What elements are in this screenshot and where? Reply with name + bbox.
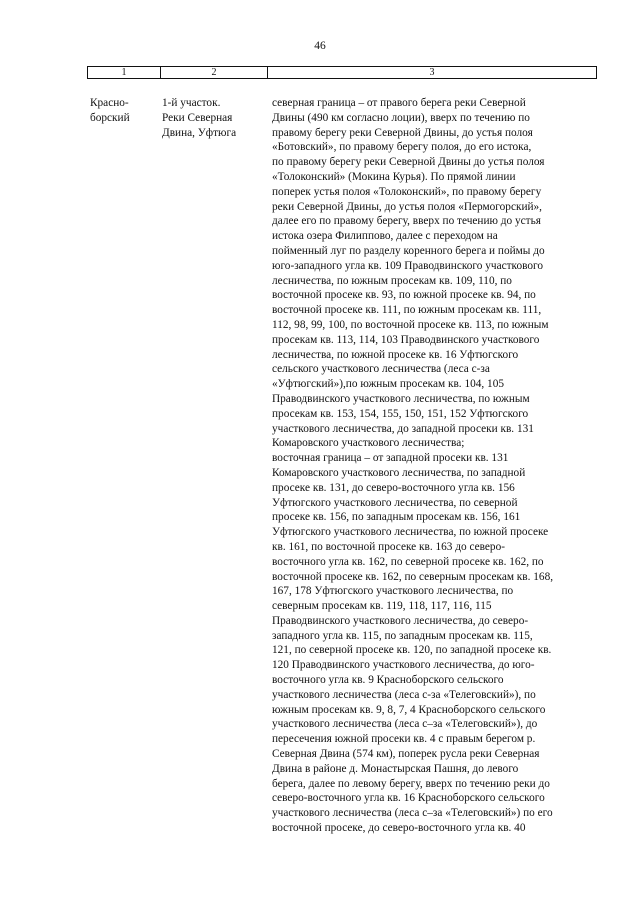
description-line: просеке кв. 156, по западным просекам кв. 156, 161 <box>272 511 521 524</box>
description-line: восточного угла кв. 162, по северной просеке кв. 162, по <box>272 555 544 568</box>
description-line: восточная граница – от западной просеки кв. 131 <box>272 452 509 465</box>
district-cell <box>90 96 156 126</box>
description-line: участкового лесничества (леса с–за «Телеговский»), до <box>272 718 538 731</box>
column-header-3: 3 <box>268 67 597 79</box>
description-line: Комаровского участкового лесничества, по западной <box>272 466 526 479</box>
description-line: восточной просеке, до северо-восточного угла кв. 40 <box>272 822 526 835</box>
description-line: юго-западного угла кв. 109 Праводвинского участкового <box>272 259 544 272</box>
description-line: просекам кв. 153, 154, 155, 150, 151, 152 Уфтюгского <box>272 407 529 420</box>
description-line: реки Северной Двины, до устья полоя «Пермогорский», <box>272 200 543 213</box>
description-line: 167, 178 Уфтюгского участкового лесничества, по <box>272 585 514 598</box>
description-line: пересечения южной просеки кв. 4 с правым берегом р. <box>272 733 536 746</box>
description-line: Праводвинского участкового лесничества, до северо- <box>272 614 529 627</box>
district-line: Красно- <box>90 97 129 109</box>
description-line: северо-восточного угла кв. 16 Красноборского сельского <box>272 792 545 805</box>
description-line: берега, далее по левому берегу, вверх по течению реки до <box>272 777 550 790</box>
description-line: восточного угла кв. 9 Красноборского сельского <box>272 674 504 687</box>
section-line: Двина, Уфтюга <box>162 126 237 139</box>
district-line: борский <box>90 111 130 124</box>
description-line: просеке кв. 131, до северо-восточного угла кв. 156 <box>272 481 515 494</box>
column-header-2: 2 <box>161 67 268 79</box>
description-line: западного угла кв. 115, по западным просекам кв. 115, <box>272 629 533 642</box>
description-line: далее его по правому берегу, вверх по течению до устья <box>272 215 541 228</box>
description-line: 120 Праводвинского участкового лесничества, до юго- <box>272 659 535 672</box>
description-line: Двины (490 км согласно лоции), вверх по течению по <box>272 111 530 124</box>
description-line: северная граница – от правого берега реки Северной <box>272 97 526 109</box>
boundary-description-cell <box>272 96 597 836</box>
description-line: восточной просеке кв. 93, по южной просеке кв. 94, по <box>272 289 536 302</box>
section-line: Реки Северная <box>162 111 233 124</box>
description-line: сельского участкового лесничества (леса с-за <box>272 363 490 376</box>
description-line: 112, 98, 99, 100, по восточной просеке кв. 113, по южным <box>272 318 549 331</box>
description-line: северным просекам кв. 119, 118, 117, 116, 115 <box>272 600 492 613</box>
description-line: 121, по северной просеке кв. 120, по западной просеке кв. <box>272 644 552 657</box>
page-number: 46 <box>314 40 326 52</box>
description-line: «Толоконский» (Мокина Курья). По прямой линии <box>272 170 516 183</box>
description-line: истока озера Филиппово, далее с переходом на <box>272 230 498 243</box>
description-line: Двина в районе д. Монастырская Пашня, до левого <box>272 762 519 775</box>
description-line: поперек устья полоя «Толоконский», по правому берегу <box>272 185 542 198</box>
description-line: Уфтюгского участкового лесничества, по северной <box>272 496 518 509</box>
description-line: «Ботовский», по правому берегу полоя, до его истока, <box>272 141 532 154</box>
description-line: участкового лесничества (леса с–за «Телеговский») по его <box>272 807 553 820</box>
description-line: правому берегу реки Северной Двины, до устья полоя <box>272 126 533 139</box>
description-line: восточной просеке кв. 162, по северным просекам кв. 168, <box>272 570 554 583</box>
section-cell <box>162 96 264 140</box>
description-line: кв. 161, по восточной просеке кв. 163 до северо- <box>272 540 505 553</box>
column-header-1: 1 <box>88 67 161 79</box>
section-line: 1-й участок. <box>162 97 221 109</box>
description-line: лесничества, по южной просеке кв. 16 Уфтюгского <box>272 348 519 361</box>
description-line: участкового лесничества (леса с-за «Телеговский»), по <box>272 688 536 701</box>
column-header-table <box>87 66 597 79</box>
description-line: южным просекам кв. 9, 8, 7, 4 Красноборского сельского <box>272 703 546 716</box>
description-line: восточной просеке кв. 111, по южным просекам кв. 111, <box>272 304 542 317</box>
description-line: Северная Двина (574 км), поперек русла реки Северная <box>272 748 540 761</box>
description-line: участкового лесничества, до западной просеки кв. 131 <box>272 422 534 435</box>
description-line: Праводвинского участкового лесничества, по южным <box>272 392 530 405</box>
description-line: по правому берегу реки Северной Двины до устья полоя <box>272 156 545 169</box>
description-line: «Уфтюгский»),по южным просекам кв. 104, 105 <box>272 378 504 391</box>
description-line: Комаровского участкового лесничества; <box>272 437 465 450</box>
description-line: лесничества, по южным просекам кв. 109, 110, по <box>272 274 512 287</box>
description-line: пойменный луг по разделу коренного берега и поймы до <box>272 244 545 257</box>
description-line: просекам кв. 113, 114, 103 Праводвинского участкового <box>272 333 540 346</box>
description-line: Уфтюгского участкового лесничества, по южной просеке <box>272 526 549 539</box>
column-header-row <box>88 67 597 79</box>
